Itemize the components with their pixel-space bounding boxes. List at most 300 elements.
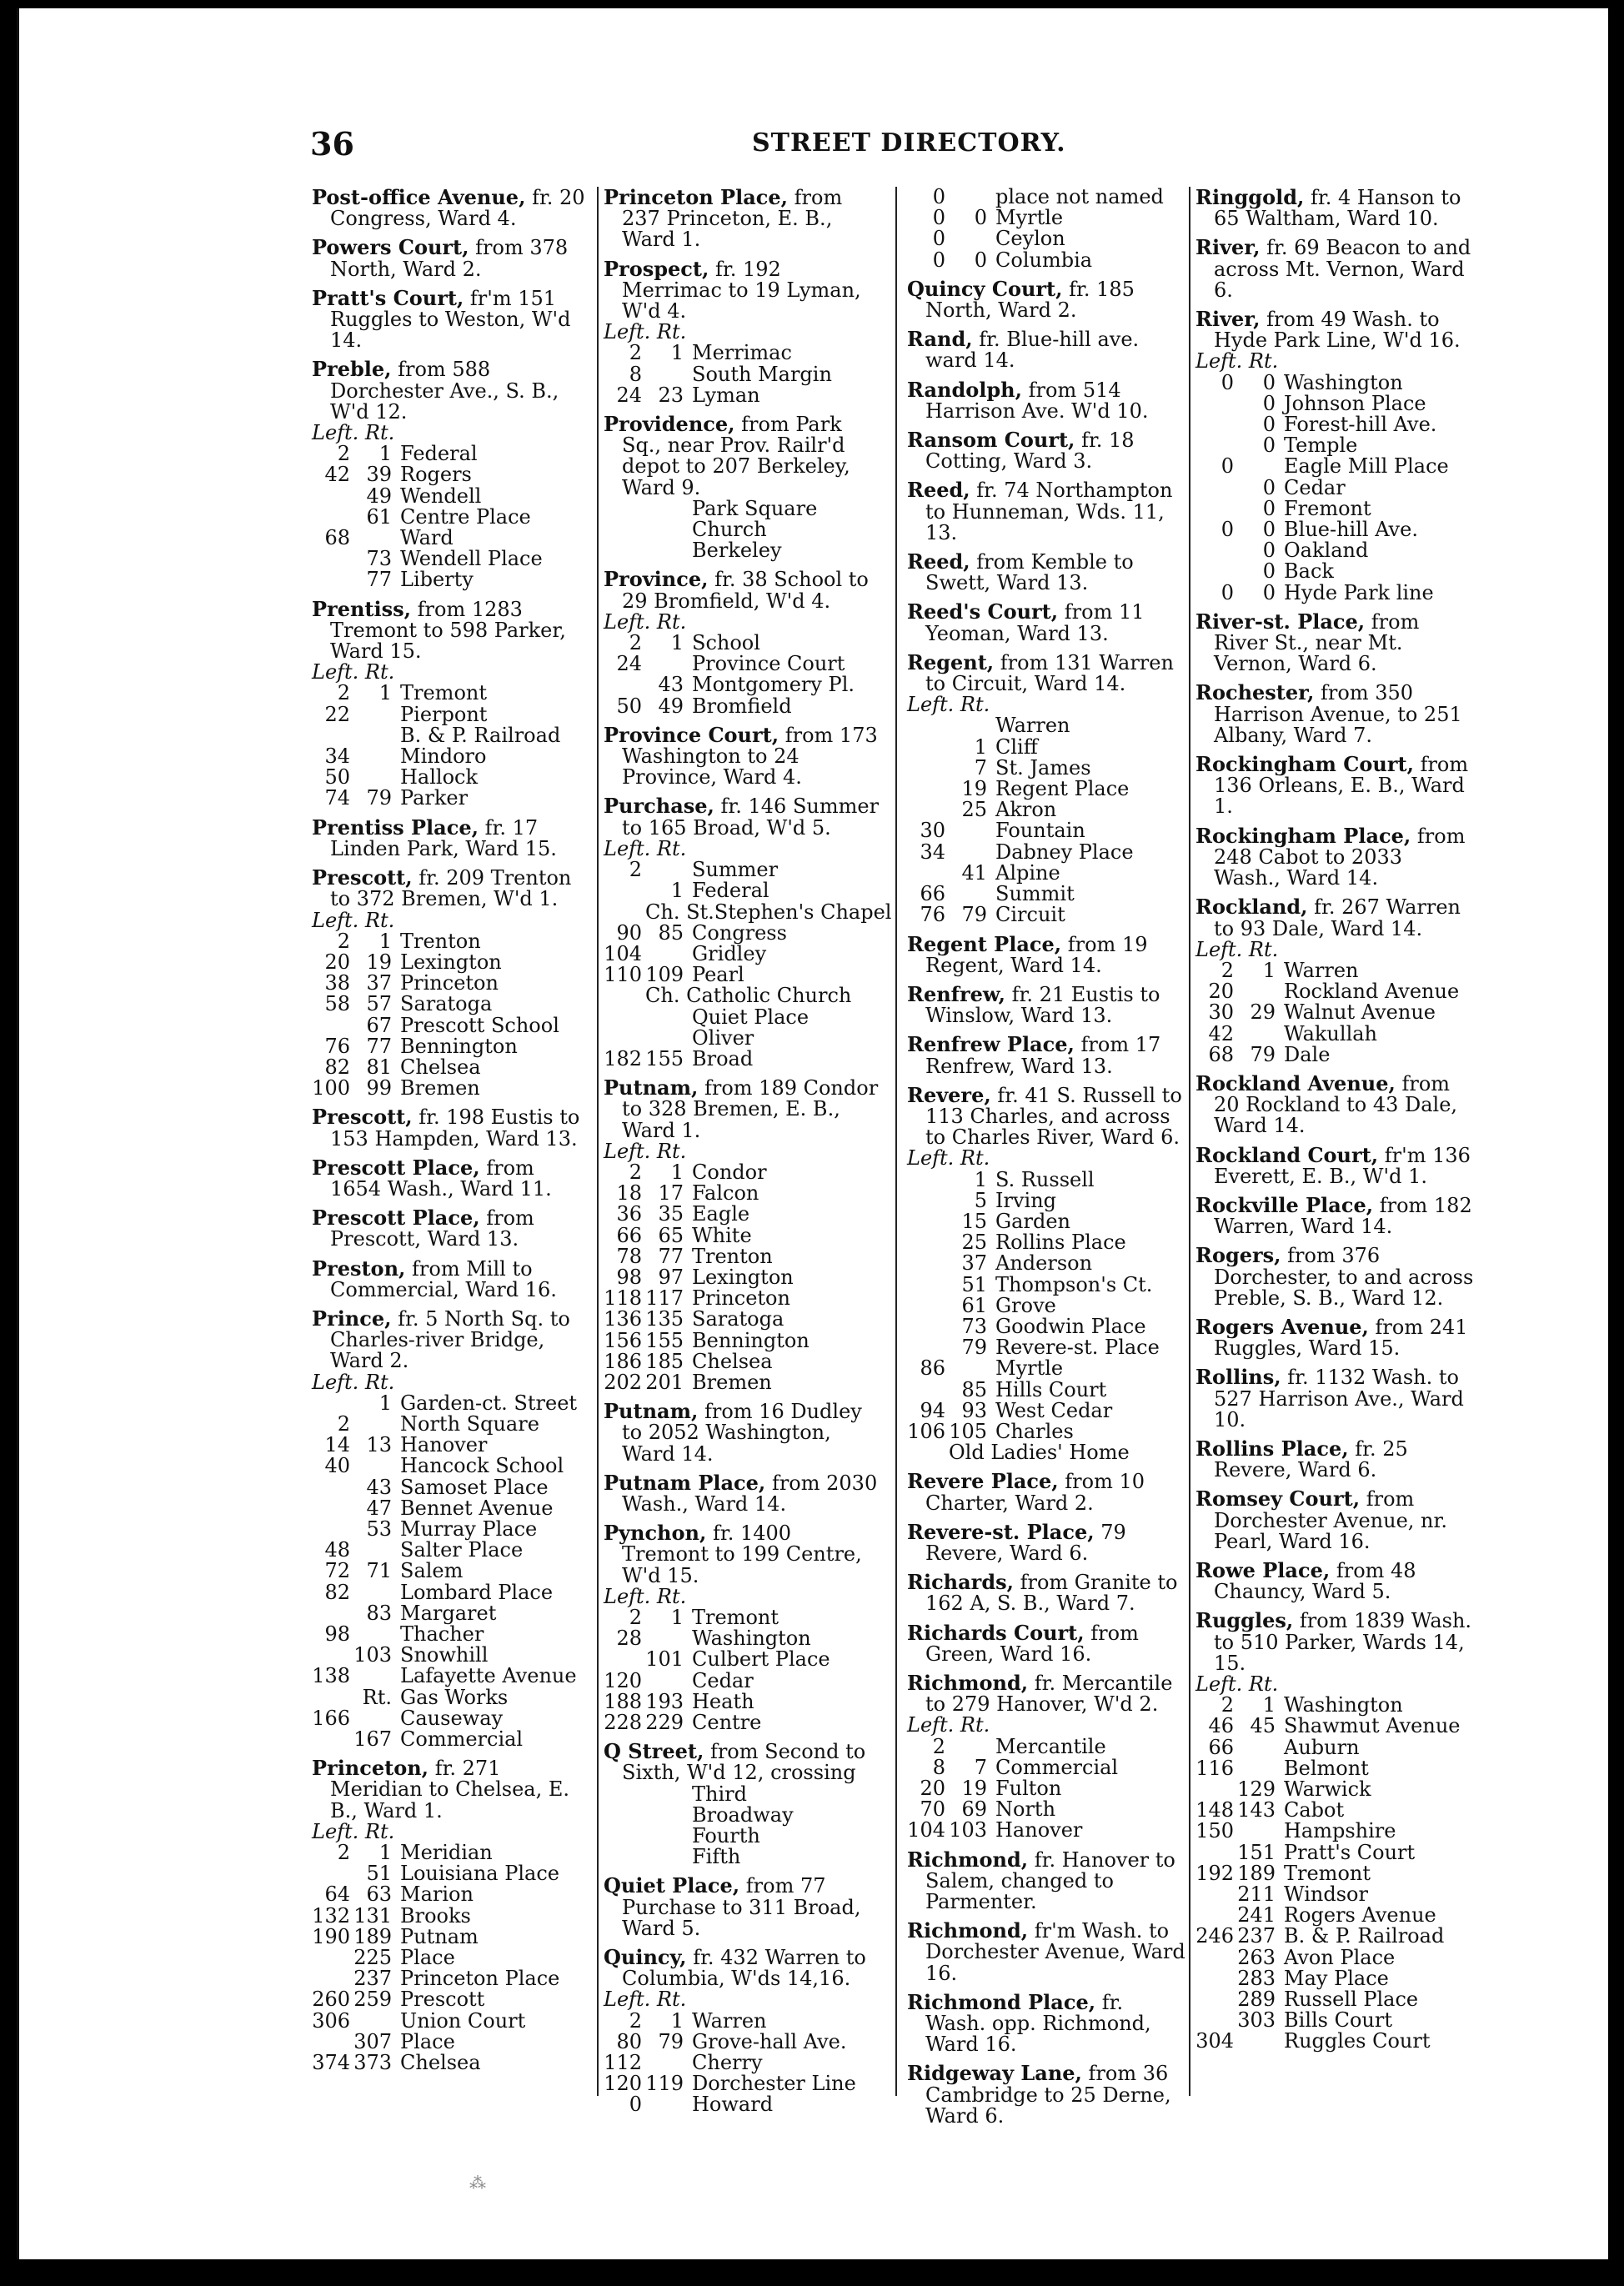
right-number: [642, 1784, 684, 1805]
street-name: Reed,: [907, 549, 970, 574]
right-number: 67: [366, 1013, 392, 1037]
left-number: 2: [337, 1411, 350, 1436]
cross-street: Commercial: [995, 1755, 1119, 1779]
street-name: Revere,: [907, 1082, 991, 1107]
street-detail: from 136 Orleans, E. B., Ward 1.: [1214, 753, 1469, 819]
left-number: 2: [629, 631, 642, 655]
right-number: 0: [1262, 580, 1276, 604]
right-number: 61: [366, 504, 392, 529]
street-detail: fr. 4 Hanson to 65 Waltham, Ward 10.: [1214, 186, 1461, 231]
right-number: [642, 1007, 684, 1028]
number-row: [312, 1968, 591, 1989]
left-number: 2: [337, 1841, 350, 1865]
right-number: 0: [1262, 413, 1276, 437]
number-row: [604, 496, 883, 520]
cross-street: White: [692, 1223, 752, 1247]
right-number: 283: [1237, 1966, 1276, 1990]
left-right-label: Left. Rt.: [312, 1819, 395, 1843]
right-number: 101: [645, 1647, 684, 1672]
cross-street: Eagle: [692, 1202, 750, 1226]
cross-street: Lyman: [692, 383, 760, 407]
number-row: [1195, 435, 1475, 456]
right-number: 79: [961, 903, 987, 927]
street-name: Randolph,: [907, 377, 1022, 402]
street-name: Richards Court,: [907, 1620, 1085, 1645]
right-number: 289: [1237, 1988, 1276, 2012]
cross-street: Princeton Place: [400, 1967, 560, 1991]
cross-street: May Place: [1284, 1966, 1389, 1990]
column-4: [1195, 187, 1475, 2060]
cross-street: Chelsea: [400, 1055, 481, 1079]
right-number: 189: [1237, 1861, 1276, 1885]
page-header: [310, 125, 1094, 163]
street-name: Princeton Place,: [604, 185, 788, 209]
street-detail: fr. Blue-hill ave. ward 14.: [925, 328, 1140, 373]
street-detail: from 1283 Tremont to 598 Parker, Ward 15.: [330, 597, 566, 664]
left-number: 94: [920, 1398, 945, 1422]
number-row: [1195, 1800, 1475, 1821]
number-row: [1195, 1716, 1475, 1737]
cross-street: Forest-hill Ave.: [1284, 413, 1437, 437]
right-number: [945, 884, 987, 905]
cross-street: Chelsea: [400, 2051, 481, 2075]
street-detail: from 378 North, Ward 2.: [330, 236, 569, 281]
street-name: Richards,: [907, 1570, 1014, 1595]
number-row: [312, 746, 591, 767]
left-number: 2: [337, 929, 350, 953]
left-number: 188: [604, 1689, 642, 1713]
street-detail: 79 Revere, Ward 6.: [925, 1520, 1126, 1565]
cross-street: Mindoro: [400, 744, 487, 769]
street-name: Richmond,: [907, 1671, 1029, 1695]
right-number: 1: [974, 734, 987, 759]
number-row: [312, 1948, 591, 1968]
street-detail: from 237 Princeton, E. B., Ward 1.: [622, 186, 843, 252]
number-row: [604, 1162, 883, 1183]
right-number: [642, 499, 684, 519]
street-detail: fr. 198 Eustis to 153 Hampden, Ward 13.: [330, 1105, 580, 1151]
number-row: [312, 1863, 591, 1884]
street-description: [1195, 1438, 1475, 1481]
street-description: [1195, 1488, 1475, 1552]
cross-street: Tremont: [1284, 1861, 1371, 1885]
street-entry: [312, 1157, 591, 1200]
left-number: 2: [629, 341, 642, 365]
right-number: 1: [670, 1160, 684, 1184]
street-name: Prince,: [312, 1306, 392, 1331]
left-number: 202: [604, 1370, 642, 1394]
cross-street: Pierpont: [400, 702, 488, 726]
left-number: 0: [1221, 454, 1234, 479]
left-number: 110: [604, 963, 642, 987]
street-description: [907, 601, 1186, 644]
street-description: [1195, 1557, 1475, 1604]
left-right-label: Left. Rt.: [604, 1988, 687, 2012]
left-number: [907, 1296, 945, 1316]
right-number: 83: [366, 1601, 392, 1625]
right-number: 79: [366, 786, 392, 810]
cross-street: Trenton: [400, 929, 481, 953]
left-number: [312, 1498, 350, 1519]
left-number: 98: [324, 1622, 350, 1646]
right-number: 263: [1237, 1945, 1276, 1969]
number-row: [312, 2008, 591, 2033]
street-description: [312, 1106, 591, 1149]
street-detail: from 2030 Wash., Ward 14.: [622, 1471, 878, 1516]
number-row: [312, 464, 591, 485]
street-entry: [1195, 1245, 1475, 1309]
column-rule: [597, 187, 599, 2096]
right-number: 29: [1250, 1000, 1276, 1025]
left-number: [907, 1170, 945, 1191]
cross-street: Oliver: [692, 1025, 754, 1050]
street-name: Putnam,: [604, 1399, 699, 1424]
left-number: [604, 1826, 642, 1847]
number-row: [1195, 1042, 1475, 1066]
street-entry: [1195, 754, 1475, 818]
cross-street: Fremont: [1284, 496, 1371, 520]
right-number: [350, 1708, 392, 1729]
left-number: [1195, 478, 1234, 499]
cross-street: Rockland Avenue: [1284, 980, 1460, 1004]
number-row: [312, 1666, 591, 1687]
right-number: 151: [1237, 1840, 1276, 1864]
left-number: 192: [1195, 1861, 1234, 1885]
cross-street: Hancock School: [400, 1454, 564, 1478]
left-number: 30: [920, 819, 945, 843]
cross-street: Lombard Place: [400, 1580, 554, 1604]
cross-street: Alpine: [995, 860, 1060, 885]
street-detail: fr. 5 North Sq. to Charles-river Bridge, Ward 2.: [330, 1306, 570, 1373]
street-description: [604, 187, 883, 251]
street-detail: fr. Mercantile to 279 Hanover, W'd 2.: [925, 1672, 1173, 1717]
left-number: [1195, 1989, 1234, 2010]
right-number: 15: [961, 1209, 987, 1233]
left-number: 260: [312, 1988, 350, 2012]
number-row: [312, 549, 591, 569]
street-description: [907, 551, 1186, 594]
number-row: [604, 1288, 883, 1309]
left-number: 2: [932, 1734, 945, 1758]
street-description: [604, 1077, 883, 1141]
street-entry: [907, 379, 1186, 422]
cross-street: Johnson Place: [1284, 391, 1426, 415]
street-name: Rogers,: [1195, 1243, 1281, 1268]
right-number: 0: [974, 206, 987, 230]
street-detail: from Green, Ward 16.: [925, 1621, 1139, 1666]
right-number: 1: [670, 1606, 684, 1629]
left-number: 136: [604, 1307, 642, 1331]
cross-street: Fountain: [995, 819, 1085, 843]
left-number: 118: [604, 1286, 642, 1311]
street-name: Rockingham Court,: [1195, 752, 1414, 777]
number-row: [907, 1398, 1186, 1422]
number-row: [604, 2008, 883, 2033]
street-entry: [1195, 896, 1475, 1065]
right-number: [350, 746, 392, 767]
street-name: Prescott,: [312, 1105, 413, 1130]
right-number: 0: [1262, 434, 1276, 458]
number-row: [604, 540, 883, 561]
left-number: 8: [629, 362, 642, 386]
cross-street: Falcon: [692, 1181, 759, 1206]
left-number: 82: [324, 1055, 350, 1079]
right-number: [1234, 2031, 1276, 2052]
street-detail: fr. 18 Cotting, Ward 3.: [925, 429, 1135, 474]
left-right-label: Left. Rt.: [604, 1139, 687, 1163]
street-name: Reed's Court,: [907, 599, 1059, 624]
right-number: 45: [1250, 1714, 1276, 1738]
left-number: 20: [324, 950, 350, 974]
number-row: [1195, 1968, 1475, 1989]
number-row: [604, 519, 883, 540]
number-row: [312, 1989, 591, 2010]
street-name: Rollins Place,: [1195, 1436, 1349, 1461]
cross-street: Church: [692, 518, 767, 542]
number-row: [907, 1232, 1186, 1253]
number-row: [604, 1223, 883, 1247]
cross-street: Place: [400, 1946, 455, 1970]
right-number: [642, 540, 684, 561]
number-row: [907, 1188, 1186, 1212]
street-detail: from Kemble to Swett, Ward 13.: [925, 550, 1134, 595]
left-right-label: Left. Rt.: [604, 836, 687, 860]
cross-street: Thompson's Ct.: [995, 1272, 1153, 1296]
cross-street: Centre: [692, 1711, 762, 1735]
cross-street: Warren: [692, 2008, 767, 2033]
right-number: 117: [645, 1286, 684, 1311]
street-description: [1195, 682, 1475, 746]
street-description: [312, 1757, 591, 1822]
left-number: 2: [1221, 1693, 1234, 1717]
right-number: 69: [961, 1797, 987, 1822]
cross-street: Revere-st. Place: [995, 1336, 1160, 1360]
street-detail: from 173 Washington to 24 Province, Ward 4.: [622, 723, 878, 790]
street-entry: [1195, 1142, 1475, 1188]
column-3: [907, 187, 1186, 2134]
left-number: [312, 2032, 350, 2053]
street-description: [1195, 1192, 1475, 1239]
cross-street: Union Court: [400, 2008, 526, 2033]
left-number: 150: [1195, 1819, 1234, 1843]
number-row: [312, 1393, 591, 1414]
cross-street: Gas Works: [400, 1685, 509, 1709]
left-number: [1195, 414, 1234, 435]
cross-street: Circuit: [995, 903, 1065, 927]
street-name: Rollins,: [1195, 1365, 1281, 1390]
row-note: Old Ladies' Home: [949, 1441, 1130, 1465]
left-number: [604, 540, 642, 561]
number-row: [1195, 519, 1475, 540]
number-row: [604, 343, 883, 363]
number-row: [1195, 981, 1475, 1002]
street-detail: fr. 209 Trenton to 372 Bremen, W'd 1.: [330, 866, 572, 911]
left-number: 30: [1208, 1000, 1234, 1025]
number-row: [312, 569, 591, 590]
cross-street: Walnut Avenue: [1284, 1000, 1436, 1025]
number-row: [312, 1582, 591, 1603]
number-row: [604, 1204, 883, 1225]
street-entry: [1195, 682, 1475, 746]
street-description: [1195, 1245, 1475, 1309]
left-number: 104: [907, 1818, 945, 1842]
street-description: [1195, 308, 1475, 351]
cross-street: Berkeley: [692, 539, 782, 563]
street-detail: fr. 432 Warren to Columbia, W'ds 14,16.: [622, 1946, 866, 1991]
street-detail: from 19 Regent, Ward 14.: [925, 932, 1148, 977]
street-description: [1195, 1366, 1475, 1431]
right-number: 303: [1237, 2008, 1276, 2033]
number-row: [312, 2053, 591, 2073]
number-row: [604, 1372, 883, 1393]
street-description: [604, 724, 883, 789]
number-row: [312, 1456, 591, 1476]
street-detail: fr. 41 S. Russell to 113 Charles, and across to Charles River, Ward 6.: [925, 1083, 1182, 1150]
right-number: 0: [1262, 539, 1276, 563]
right-number: 63: [366, 1882, 392, 1907]
number-row: [1195, 1002, 1475, 1023]
left-number: 104: [604, 941, 642, 965]
left-number: 8: [932, 1755, 945, 1779]
number-row: [907, 1272, 1186, 1296]
right-number: 229: [645, 1711, 684, 1735]
number-row: [907, 1167, 1186, 1191]
street-name: Reed,: [907, 478, 970, 503]
street-entry: [604, 1741, 883, 1867]
street-name: Prescott Place,: [312, 1155, 480, 1180]
left-number: [907, 758, 945, 779]
cross-street: Rollins Place: [995, 1231, 1126, 1255]
street-name: Revere-st. Place,: [907, 1519, 1095, 1544]
street-description: [312, 1258, 591, 1301]
left-number: [907, 1316, 945, 1337]
street-entry: [312, 358, 591, 590]
cross-street: Eagle Mill Place: [1284, 454, 1449, 479]
street-description: [604, 1947, 883, 1989]
street-name: Quincy,: [604, 1945, 687, 1970]
street-entry: [604, 569, 883, 716]
number-row: [604, 1025, 883, 1050]
cross-street: Columbia: [995, 248, 1093, 272]
street-entry: [907, 981, 1186, 1028]
left-number: [604, 1784, 642, 1805]
left-number: [1195, 540, 1234, 561]
street-detail: fr'm 136 Everett, E. B., W'd 1.: [1214, 1143, 1471, 1188]
cross-street: Dabney Place: [995, 840, 1134, 864]
number-row: [1195, 1905, 1475, 1926]
street-name: River,: [1195, 235, 1261, 260]
number-row: [604, 1649, 883, 1670]
right-number: 1: [378, 442, 392, 466]
number-row: [1195, 1737, 1475, 1758]
left-number: [312, 1968, 350, 1989]
left-number: 2: [629, 858, 642, 882]
right-number: 1: [378, 1841, 392, 1865]
street-detail: from 588 Dorchester Ave., S. B., W'd 12.: [330, 358, 559, 424]
ink-smudge: ⁂: [469, 2173, 486, 2193]
street-entry: [604, 414, 883, 561]
number-row: [312, 1842, 591, 1863]
street-name: Putnam Place,: [604, 1470, 766, 1495]
cross-street: Bremen: [692, 1370, 772, 1394]
cross-street: Bennet Avenue: [400, 1496, 554, 1520]
street-entry: [907, 649, 1186, 927]
number-row: [312, 1477, 591, 1498]
cross-street: Wendell Place: [400, 547, 543, 571]
cross-street: Broad: [692, 1046, 754, 1070]
street-entry: [1195, 1316, 1475, 1359]
right-number: 1: [670, 879, 684, 903]
left-number: 138: [312, 1664, 350, 1688]
right-number: 51: [366, 1862, 392, 1886]
street-detail: from 49 Wash. to Hyde Park Line, W'd 16.: [1214, 308, 1461, 353]
right-number: 7: [974, 755, 987, 780]
street-entry: [907, 2063, 1186, 2127]
cross-street: Prescott School: [400, 1013, 559, 1037]
left-number: [907, 1232, 945, 1253]
left-number: [907, 1253, 945, 1274]
left-number: [312, 1603, 350, 1624]
street-description: [1195, 1316, 1475, 1359]
street-description: [907, 931, 1186, 977]
left-number: [1195, 394, 1234, 414]
street-entry: [907, 1034, 1186, 1076]
street-name: Renfrew Place,: [907, 1032, 1075, 1057]
street-entry: [907, 551, 1186, 594]
street-description: [312, 1157, 591, 1200]
number-row: [312, 1561, 591, 1582]
number-row: [907, 1358, 1186, 1379]
street-description: [1195, 754, 1475, 818]
street-description: [1195, 896, 1475, 939]
number-row: [312, 1516, 591, 1541]
street-entry: [604, 187, 883, 251]
cross-street: Warwick: [1284, 1777, 1371, 1802]
cross-street: St. James: [995, 755, 1091, 780]
street-entry: [1195, 237, 1475, 301]
left-number: 0: [1221, 518, 1234, 542]
number-row: [1195, 1945, 1475, 1969]
left-number: 50: [616, 694, 642, 718]
cross-street: Belmont: [1284, 1756, 1369, 1780]
street-entry: [604, 794, 892, 1070]
left-number: 20: [920, 1777, 945, 1801]
street-description: [312, 1207, 591, 1250]
street-description: [907, 1849, 1186, 1913]
right-number: Rt.: [362, 1685, 392, 1709]
street-detail: fr. 1132 Wash. to 527 Harrison Ave., Ward 10.: [1214, 1366, 1464, 1431]
street-description: [907, 1471, 1186, 1513]
right-number: [945, 820, 987, 841]
number-row: [907, 228, 1186, 249]
left-number: [1195, 435, 1234, 456]
street-description: [907, 328, 1186, 371]
left-number: [312, 1729, 350, 1750]
cross-street: Tremont: [692, 1606, 779, 1629]
number-row: [312, 952, 591, 973]
street-detail: from 1654 Wash., Ward 11.: [330, 1156, 552, 1201]
street-entry: [312, 867, 591, 1099]
right-number: [350, 2011, 392, 2032]
left-number: [907, 1337, 945, 1358]
left-number: 0: [629, 2093, 642, 2117]
street-name: Purchase,: [604, 794, 714, 819]
right-number: [642, 944, 684, 965]
street-description: [907, 479, 1186, 544]
right-number: 143: [1237, 1798, 1276, 1822]
street-detail: from Mill to Commercial, Ward 16.: [330, 1256, 557, 1301]
cross-street: Myrtle: [995, 206, 1064, 230]
